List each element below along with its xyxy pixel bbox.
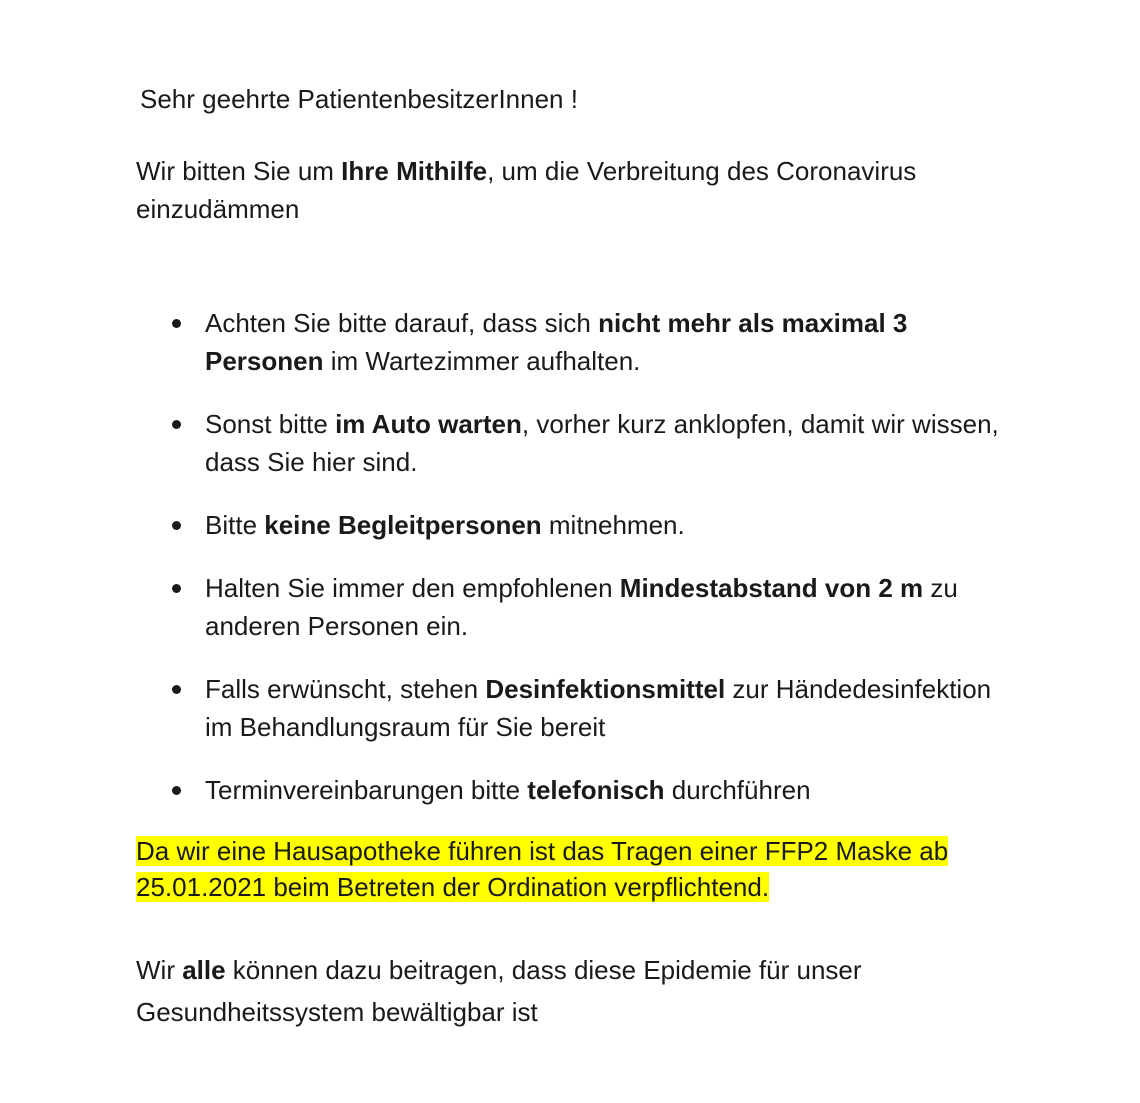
item-bold-text: keine Begleitpersonen (264, 510, 542, 540)
item-bold-text: Mindestabstand von 2 m (619, 573, 924, 603)
bullet-icon (172, 685, 181, 694)
bullet-icon (172, 319, 181, 328)
item-text-end: im Wartezimmer aufhalten. (323, 346, 641, 376)
notice-line-1: Da wir eine Hausapotheke führen ist das Tragen einer FFP2 Maske ab (136, 836, 949, 866)
list-item (136, 670, 1016, 746)
item-bold-text: nicht mehr als maximal 3 Personen (205, 308, 908, 376)
item-bold-text: Desinfektionsmittel (485, 674, 726, 704)
item-text: Falls erwünscht, stehen (205, 674, 486, 704)
item-bold-text: im Auto warten (335, 409, 522, 439)
closing-paragraph (136, 949, 1016, 1033)
list-item (136, 771, 1016, 809)
bullet-icon (172, 420, 181, 429)
mask-notice (136, 833, 1016, 905)
item-text-end: mitnehmen. (541, 510, 685, 540)
bullet-icon (172, 786, 181, 795)
intro-bold-text: Ihre Mithilfe (341, 156, 488, 186)
closing-text-end: können dazu beitragen, dass diese Epidemie für unser Gesundheitssystem bewältigbar ist (136, 955, 862, 1027)
closing-bold-text: alle (182, 955, 226, 985)
item-text-end: , vorher kurz anklopfen, damit wir wissen, dass Sie hier sind. (205, 409, 999, 477)
intro-text-end: , um die Verbreitung des Coronavirus einzudämmen (136, 156, 917, 224)
instructions-list (136, 304, 1016, 809)
list-item (136, 304, 1016, 380)
list-item (136, 569, 1016, 645)
item-bold-text: telefonisch (527, 775, 665, 805)
intro-text: Wir bitten Sie um (136, 156, 342, 186)
bullet-icon (172, 521, 181, 530)
bullet-icon (172, 584, 181, 593)
item-text-end: durchführen (664, 775, 811, 805)
item-text: Bitte (205, 510, 265, 540)
item-text-end: zur Händedesinfektion im Behandlungsraum für Sie bereit (205, 674, 992, 742)
list-item (136, 405, 1016, 481)
item-text-end: zu anderen Personen ein. (205, 573, 958, 641)
item-text: Halten Sie immer den empfohlenen (205, 573, 620, 603)
notice-line-2: 25.01.2021 beim Betreten der Ordination verpflichtend. (136, 872, 770, 902)
item-text: Achten Sie bitte darauf, dass sich (205, 308, 599, 338)
closing-text: Wir (136, 955, 183, 985)
item-text: Sonst bitte (205, 409, 336, 439)
intro-paragraph (136, 152, 1016, 228)
list-item (136, 506, 1016, 544)
item-text: Terminvereinbarungen bitte (205, 775, 528, 805)
salutation: Sehr geehrte PatientenbesitzerInnen ! (140, 84, 578, 114)
